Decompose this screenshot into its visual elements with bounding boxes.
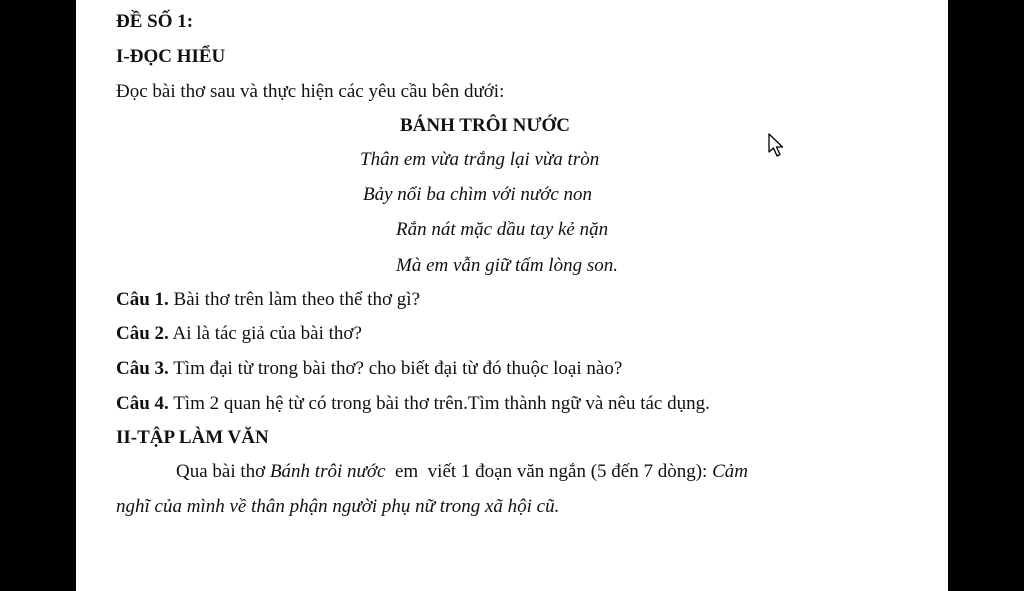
poem-line-4: Mà em vẫn giữ tấm lòng son. xyxy=(396,255,618,276)
question-4-text: Tìm 2 quan hệ từ có trong bài thơ trên.Tìm thành ngữ và nêu tác dụng. xyxy=(168,393,710,414)
question-1-text: Bài thơ trên làm theo thể thơ gì? xyxy=(168,289,420,310)
question-3-label: Câu 3. xyxy=(116,358,169,379)
exam-title: ĐỀ SỐ 1: xyxy=(116,11,194,32)
question-4-label: Câu 4. xyxy=(116,393,169,414)
instruction-text: Đọc bài thơ sau và thực hiện các yêu cầu bên dưới: xyxy=(116,81,505,102)
poem-line-3: Rắn nát mặc dầu tay kẻ nặn xyxy=(396,219,609,240)
poem-title: BÁNH TRÔI NƯỚC xyxy=(400,115,570,136)
question-1-label: Câu 1. xyxy=(116,289,169,310)
question-1 xyxy=(116,288,420,312)
essay-topic-start: Cảm xyxy=(712,461,748,482)
essay-prompt-part2: em viết 1 đoạn văn ngắn (5 đến 7 dòng): xyxy=(385,461,713,482)
question-3 xyxy=(116,357,622,381)
section2-heading: II-TẬP LÀM VĂN xyxy=(116,427,269,448)
arrow-cursor-icon xyxy=(768,133,786,159)
question-3-text: Tìm đại từ trong bài thơ? cho biết đại từ đó thuộc loại nào? xyxy=(168,358,623,379)
question-2-text: Ai là tác giả của bài thơ? xyxy=(168,323,362,344)
question-2-label: Câu 2. xyxy=(116,323,169,344)
poem-line-2: Bảy nổi ba chìm với nước non xyxy=(363,184,593,205)
question-2 xyxy=(116,322,362,346)
document-page xyxy=(76,0,948,591)
question-4 xyxy=(116,392,710,416)
essay-poem-name: Bánh trôi nước xyxy=(269,461,386,482)
section1-heading: I-ĐỌC HIỂU xyxy=(116,46,226,67)
essay-prompt-part1: Qua bài thơ xyxy=(176,461,270,482)
poem-line-1: Thân em vừa trắng lại vừa tròn xyxy=(360,149,600,170)
essay-prompt-line-2: nghĩ của mình về thân phận người phụ nữ trong xã hội cũ. xyxy=(116,496,560,517)
essay-prompt-line-1 xyxy=(176,460,748,484)
